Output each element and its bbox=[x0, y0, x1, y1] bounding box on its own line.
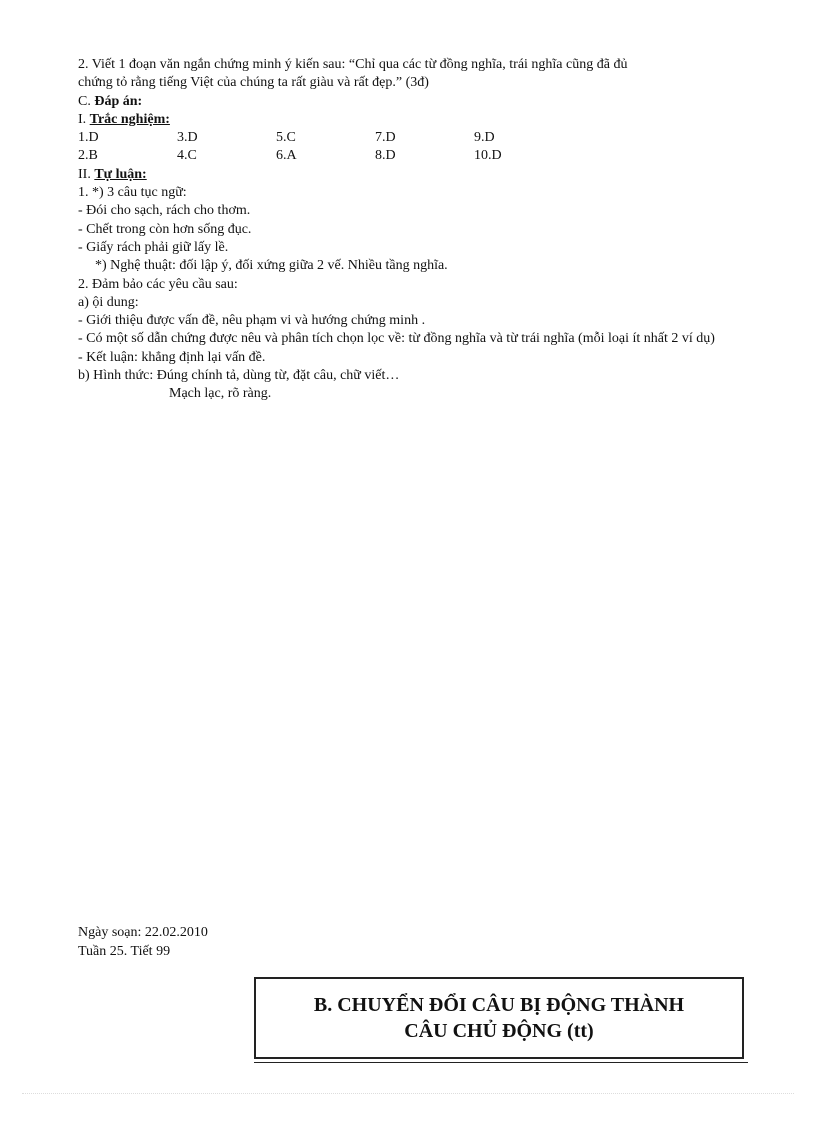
answer-cell: 8.D bbox=[375, 148, 396, 164]
answer-cell: 5.C bbox=[276, 130, 296, 146]
answer-cell: 1.D bbox=[78, 130, 99, 146]
answer-cell: 9.D bbox=[474, 130, 495, 146]
content-point: - Giới thiệu được vấn đề, nêu phạm vi và hướng chứng minh . bbox=[78, 313, 426, 329]
document-body bbox=[78, 56, 738, 404]
lesson-meta bbox=[78, 923, 208, 961]
essay-heading bbox=[78, 166, 738, 184]
answers-heading-prefix: C. bbox=[78, 93, 95, 109]
content-label: a) ội dung: bbox=[78, 294, 139, 310]
proverb-line: - Đói cho sạch, rách cho thơm. bbox=[78, 203, 251, 219]
question-2-line-2: chứng tỏ rằng tiếng Việt của chúng ta rất giàu và rất đẹp.” (3đ) bbox=[78, 75, 429, 91]
multiple-choice-heading bbox=[78, 111, 738, 129]
essay-item-1-intro: 1. *) 3 câu tục ngữ: bbox=[78, 185, 187, 201]
week-period: Tuần 25. Tiết 99 bbox=[78, 944, 171, 959]
answer-cell: 7.D bbox=[375, 130, 396, 146]
essay-prefix: II. bbox=[78, 166, 95, 182]
question-2-line-1: 2. Viết 1 đoạn văn ngắn chứng minh ý kiến sau: “Chỉ qua các từ đồng nghĩa, trái nghĩa cũng đã đủ bbox=[78, 57, 628, 72]
multiple-choice-label: Trắc nghiệm: bbox=[89, 111, 170, 127]
lesson-title-box bbox=[254, 977, 744, 1059]
answer-row-2 bbox=[78, 147, 738, 165]
lesson-title-line-1: B. CHUYỂN ĐỔI CÂU BỊ ĐỘNG THÀNH bbox=[313, 994, 685, 1016]
answer-cell: 4.C bbox=[177, 148, 197, 164]
answer-row-1 bbox=[78, 129, 738, 147]
essay-label: Tự luận: bbox=[94, 166, 147, 182]
proverb-line: - Chết trong còn hơn sống đục. bbox=[78, 221, 252, 237]
form-line: b) Hình thức: Đúng chính tả, dùng từ, đặt câu, chữ viết… bbox=[78, 368, 400, 384]
answers-heading bbox=[78, 93, 738, 111]
essay-item-2-intro: 2. Đảm bảo các yêu cầu sau: bbox=[78, 276, 238, 292]
proverb-line: - Giấy rách phải giữ lấy lề. bbox=[78, 239, 229, 255]
multiple-choice-prefix: I. bbox=[78, 111, 90, 127]
answer-cell: 6.A bbox=[276, 148, 297, 164]
content-point: - Có một số dẫn chứng được nêu và phân tích chọn lọc về: từ đồng nghĩa và từ trái nghĩa (mỗi loại ít nhất 2 ví dụ) bbox=[78, 331, 715, 347]
content-point: - Kết luận: khẳng định lại vấn đề. bbox=[78, 349, 266, 365]
form-line-2: Mạch lạc, rõ ràng. bbox=[169, 386, 272, 402]
answer-cell: 2.B bbox=[78, 148, 98, 164]
answer-cell: 3.D bbox=[177, 130, 198, 146]
answer-cell: 10.D bbox=[474, 148, 502, 164]
lesson-title-line-2: CÂU CHỦ ĐỘNG (tt) bbox=[404, 1020, 594, 1042]
prep-date: Ngày soạn: 22.02.2010 bbox=[78, 925, 208, 940]
answers-heading-label: Đáp án: bbox=[94, 93, 143, 109]
art-note: *) Nghệ thuật: đối lập ý, đối xứng giữa 2 vế. Nhiều tầng nghĩa. bbox=[95, 258, 448, 274]
page-bottom-rule bbox=[22, 1093, 794, 1094]
